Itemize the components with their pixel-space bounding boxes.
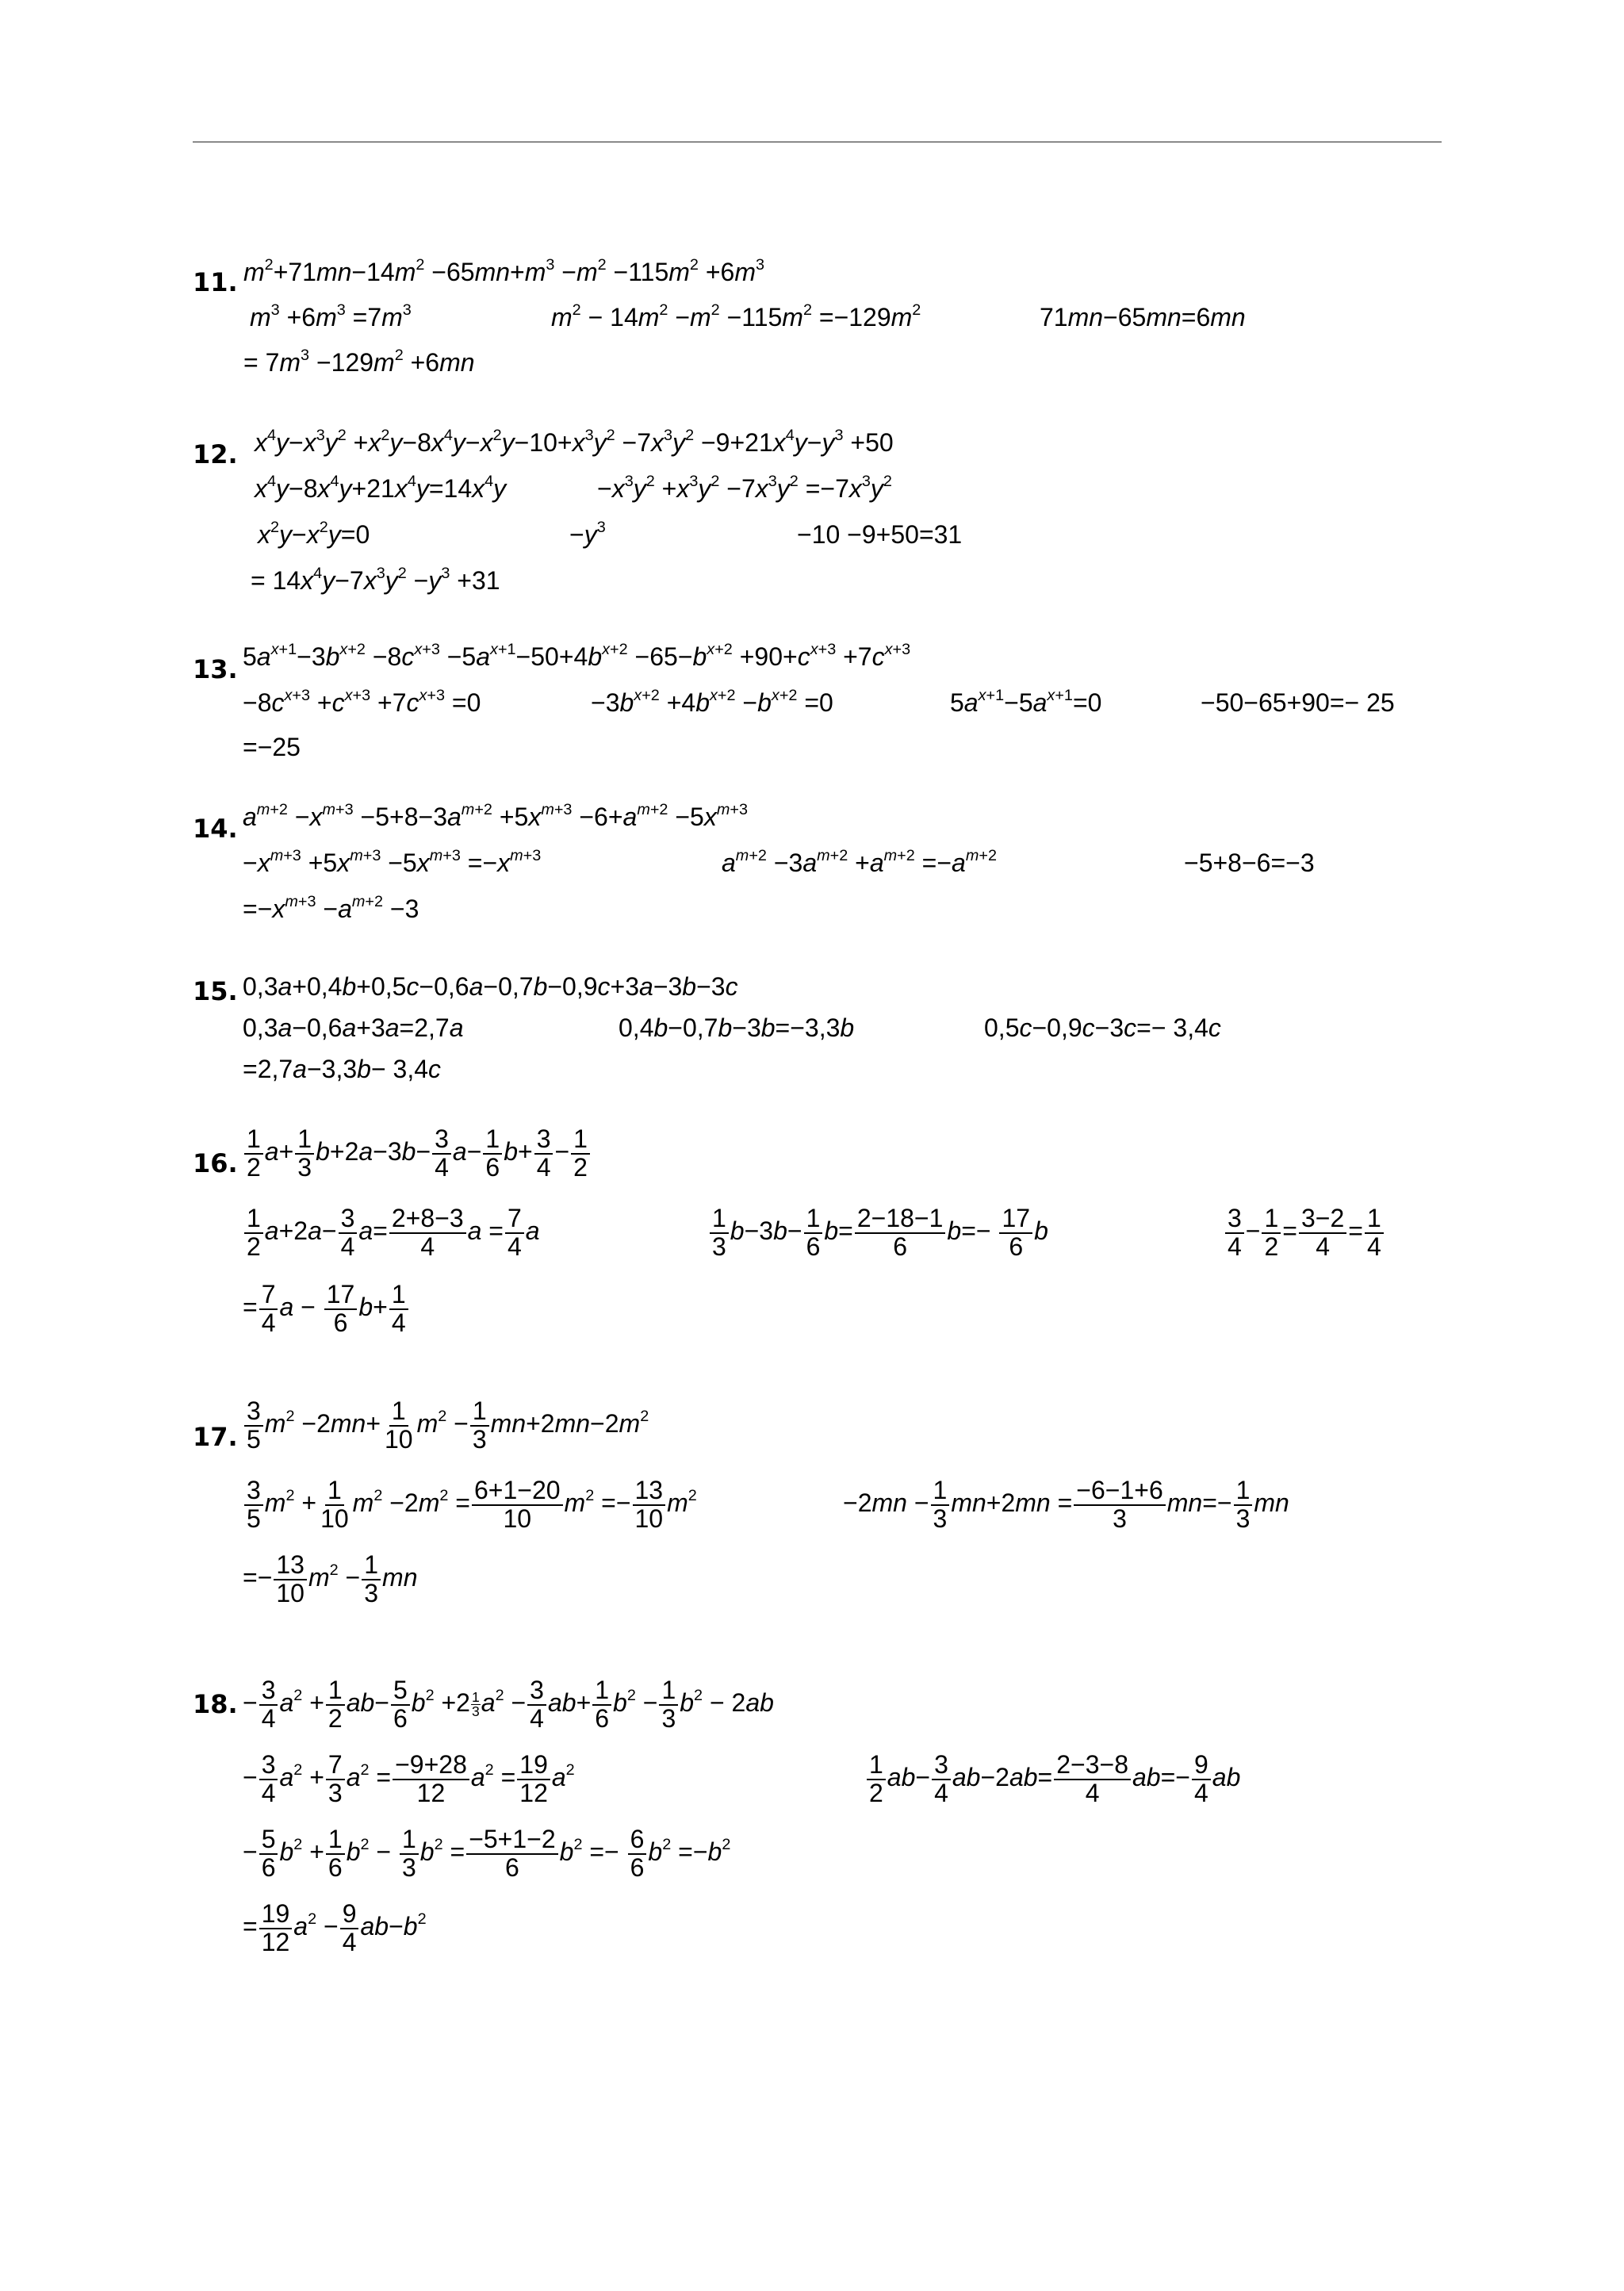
header-rule — [193, 141, 1442, 143]
step: −2mn − $\frac{1}{3}$ mn+2mn = $\frac{-6-1+6}{3}$ mn=− $\frac{1}{3}$ mn — [843, 1476, 1289, 1533]
problem-number: 12. — [193, 439, 238, 469]
fraction: $\frac{3}{4}$ — [932, 1752, 951, 1806]
expression: $5a^{x+1}-3b^{x+2} -8c^{x+3} -5a^{x+1}-50+4b^{x+2} -65-b^{x+2} +90+c^{x+3} +7c^{x+3}$ — [243, 641, 911, 671]
fraction: $\frac{9}{4}$ — [1192, 1752, 1211, 1806]
result: = $\frac{7}{4}$ a − $\frac{17}{6}$ b+ $\frac{1}{4}$ — [243, 1282, 410, 1336]
problem-number: 11. — [193, 267, 238, 297]
fraction: $\frac{1}{6}$ — [592, 1677, 611, 1732]
fraction: $\frac{3}{4}$ — [259, 1677, 278, 1732]
step: 0,4b−0,7b−3b=−3,3b — [619, 1013, 855, 1042]
fraction: $\frac{7}{4}$ — [259, 1282, 278, 1336]
fraction: $\frac{3}{4}$ — [259, 1752, 278, 1806]
fraction: $\frac{7}{4}$ — [505, 1205, 524, 1260]
problem-number: 15. — [193, 976, 238, 1006]
problem-number: 14. — [193, 814, 238, 844]
step: $m^2 - 14m^2 -m^2 -115m^2 =-129m^2$ — [551, 301, 921, 331]
fraction: $\frac{1}{3}$ — [1234, 1477, 1253, 1532]
fraction: $\frac{3}{4}$ — [527, 1677, 546, 1732]
step: $5a^{x+1}-5a^{x+1}=0$ — [950, 687, 1102, 717]
fraction: $\frac{1}{3}$ — [710, 1205, 729, 1260]
step: $\frac{1}{3}$ b−3b− $\frac{1}{6}$ b= $\frac{2-18-1}{6}$ b=− $\frac{17}{6}$ b — [708, 1205, 1048, 1260]
step: $a^{m+2} -3a^{m+2} +a^{m+2} =-a^{m+2}$ — [722, 847, 997, 877]
fraction: $\frac{1}{3}$ — [659, 1677, 678, 1732]
fraction: $\frac{17}{6}$ — [324, 1282, 358, 1336]
result: =2,7a−3,3b− 3,4c — [243, 1055, 441, 1083]
fraction: $\frac{3}{4}$ — [534, 1126, 553, 1181]
fraction: $\frac{6+1-20}{10}$ — [472, 1477, 563, 1532]
fraction: $\frac{3}{5}$ — [244, 1398, 263, 1453]
fraction: $\frac{1}{2}$ — [571, 1126, 590, 1181]
step: $\frac{1}{2}$ ab− $\frac{3}{4}$ ab−2ab= $\frac{2-3-8}{4}$ ab=− $\frac{9}{4}$ ab — [865, 1752, 1240, 1806]
fraction: $\frac{1}{3}$ — [400, 1826, 419, 1881]
step: $m^3 +6m^3 =7m^3$ — [250, 301, 412, 331]
fraction: $\frac{1}{3}$ — [362, 1552, 381, 1607]
result: = $7m^3 -129m^2 +6mn$ — [243, 347, 475, 377]
step: 71mn−65mn=6mn — [1040, 303, 1246, 331]
fraction: $\frac{1}{4}$ — [1365, 1205, 1384, 1260]
fraction: $\frac{1}{6}$ — [804, 1205, 823, 1260]
step: − $\frac{3}{4}$ $a^2$ + $\frac{7}{3}$ $a^2$ = $\frac{-9+28}{12}$ $a^2$ = $\frac{19}{12}$ $a^2$ — [243, 1750, 575, 1807]
fraction: $\frac{5}{6}$ — [259, 1826, 278, 1881]
step: $-x^3y^2 +x^3y^2 -7x^3y^2 =-7x^3y^2$ — [597, 473, 892, 503]
fraction: $\frac{-5+1-2}{6}$ — [466, 1826, 557, 1881]
expression: $a^{m+2} -x^{m+3} -5+8-3a^{m+2} +5x^{m+3} -6+a^{m+2} -5x^{m+3}$ — [243, 801, 748, 831]
fraction: $\frac{7}{3}$ — [326, 1752, 345, 1806]
step: $-8c^{x+3} +c^{x+3} +7c^{x+3} =0$ — [243, 687, 481, 717]
step: $-3b^{x+2} +4b^{x+2} -b^{x+2} =0$ — [591, 687, 833, 717]
fraction: $\frac{19}{12}$ — [259, 1901, 293, 1956]
result: $=-x^{m+3} -a^{m+2} -3$ — [243, 893, 419, 923]
fraction: $\frac{1}{4}$ — [389, 1282, 408, 1336]
step: $\frac{1}{2}$ a+2a− $\frac{3}{4}$ a= $\frac{2+8-3}{4}$ a = $\frac{7}{4}$ a — [243, 1205, 540, 1260]
fraction: $\frac{6}{6}$ — [628, 1826, 647, 1881]
fraction: $\frac{1}{3}$ — [295, 1126, 314, 1181]
expression: 0,3a+0,4b+0,5c−0,6a−0,7b−0,9c+3a−3b−3c — [243, 972, 738, 1001]
fraction: $\frac{1}{2}$ — [244, 1126, 263, 1181]
expression: $x^4y-x^3y^2 +x^2y-8x^4y-x^2y-10+x^3y^2 -7x^3y^2 -9+21x^4y-y^3 +50$ — [255, 427, 894, 457]
step: 0,3a−0,6a+3a=2,7a — [243, 1013, 464, 1042]
step: $\frac{3}{4}$ − $\frac{1}{2}$ = $\frac{3-2}{4}$ = $\frac{1}{4}$ — [1224, 1205, 1385, 1260]
fraction: $\frac{3}{4}$ — [1225, 1205, 1244, 1260]
result: =− $\frac{13}{10}$ $m^2$ − $\frac{1}{3}$ mn — [243, 1550, 418, 1607]
fraction: $\frac{-9+28}{12}$ — [393, 1752, 469, 1806]
fraction: $\frac{13}{10}$ — [633, 1477, 666, 1532]
result: = $14x^4y-7x^3y^2 -y^3 +31$ — [251, 565, 500, 595]
step: −5+8−6=−3 — [1184, 849, 1315, 877]
small-fraction: $\frac{1}{3}$ — [471, 1688, 480, 1720]
fraction: $\frac{1}{2}$ — [326, 1677, 345, 1732]
fraction: $\frac{3}{4}$ — [432, 1126, 451, 1181]
fraction: $\frac{2-3-8}{4}$ — [1054, 1752, 1131, 1806]
fraction: $\frac{5}{6}$ — [391, 1677, 410, 1732]
fraction: $\frac{2+8-3}{4}$ — [389, 1205, 466, 1260]
step: 0,5c−0,9c−3c=− 3,4c — [984, 1013, 1221, 1042]
fraction: $\frac{1}{3}$ — [931, 1477, 950, 1532]
fraction: $\frac{19}{12}$ — [517, 1752, 550, 1806]
step: − $\frac{5}{6}$ $b^2$ + $\frac{1}{6}$ $b^2$ − $\frac{1}{3}$ $b^2$ = $\frac{-5+1-2}{6}$ $b^2$ =− $\frac{6}{6}$ $b^2 =-b^2$ — [243, 1825, 731, 1882]
fraction: $\frac{1}{10}$ — [320, 1476, 349, 1533]
problem-number: 17. — [193, 1422, 238, 1452]
step: $x^2y-x^2y=0$ — [258, 519, 370, 549]
fraction: $\frac{17}{6}$ — [999, 1205, 1032, 1260]
fraction: $\frac{2-18-1}{6}$ — [855, 1205, 946, 1260]
step: $x^4y-8x^4y+21x^4y=14x^4y$ — [255, 473, 507, 503]
fraction: $\frac{1}{2}$ — [1262, 1205, 1281, 1260]
fraction: $\frac{1}{6}$ — [483, 1126, 502, 1181]
step: −50−65+90=− 25 — [1201, 688, 1395, 717]
fraction: $\frac{3}{5}$ — [244, 1477, 263, 1532]
fraction: $\frac{9}{4}$ — [340, 1901, 359, 1956]
result: = $\frac{19}{12}$ $a^2$ − $\frac{9}{4}$ $ab-b^2$ — [243, 1899, 427, 1956]
fraction: $\frac{3-2}{4}$ — [1299, 1205, 1346, 1260]
problem-number: 16. — [193, 1148, 238, 1178]
problem-number: 18. — [193, 1689, 238, 1719]
fraction: $\frac{3}{4}$ — [339, 1205, 358, 1260]
fraction: $\frac{13}{10}$ — [274, 1552, 307, 1607]
expression: $\frac{1}{2}$ a+ $\frac{1}{3}$ b+2a−3b− $\frac{3}{4}$ a− $\frac{1}{6}$ b+ $\frac{3}{4}$ − $\frac{1}{2}$ — [243, 1126, 592, 1181]
fraction: $\frac{1}{2}$ — [244, 1205, 263, 1260]
step: $-x^{m+3} +5x^{m+3} -5x^{m+3} =-x^{m+3}$ — [243, 847, 542, 877]
fraction: $\frac{1}{6}$ — [326, 1826, 345, 1881]
expression: $\frac{3}{5}$ $m^2 -2mn+$ $\frac{1}{10}$ $m^2$ − $\frac{1}{3}$ $mn+2mn-2m^2$ — [243, 1398, 649, 1453]
fraction: $\frac{1}{3}$ — [470, 1398, 489, 1453]
step: −10 −9+50=31 — [797, 520, 963, 549]
expression: − $\frac{3}{4}$ $a^2$ + $\frac{1}{2}$ ab− $\frac{5}{6}$ $b^2 +2$ $\frac{1}{3}$ $a^2$ − $\frac{3}{4}$ ab+ $\frac{1}{6}$ $b^2$ − $\frac{1}{3}$ $b^2 - 2ab$ — [243, 1676, 774, 1733]
fraction: $\frac{-6-1+6}{3}$ — [1074, 1477, 1165, 1532]
fraction: $\frac{1}{2}$ — [867, 1752, 886, 1806]
step: $\frac{3}{5}$ $m^2$ + $\frac{1}{10}$ $m^2 -2m^2$ = $\frac{6+1-20}{10}$ $m^2$ =− $\frac{13}{10}$ $m^2$ — [243, 1477, 697, 1532]
step: $-y^3$ — [569, 519, 606, 549]
result: =−25 — [243, 733, 301, 761]
expression: $m^2+71mn-14m^2 -65mn+m^3 -m^2 -115m^2 +6m^3$ — [243, 256, 764, 286]
fraction: $\frac{1}{10}$ — [385, 1396, 413, 1454]
problem-number: 13. — [193, 654, 238, 684]
